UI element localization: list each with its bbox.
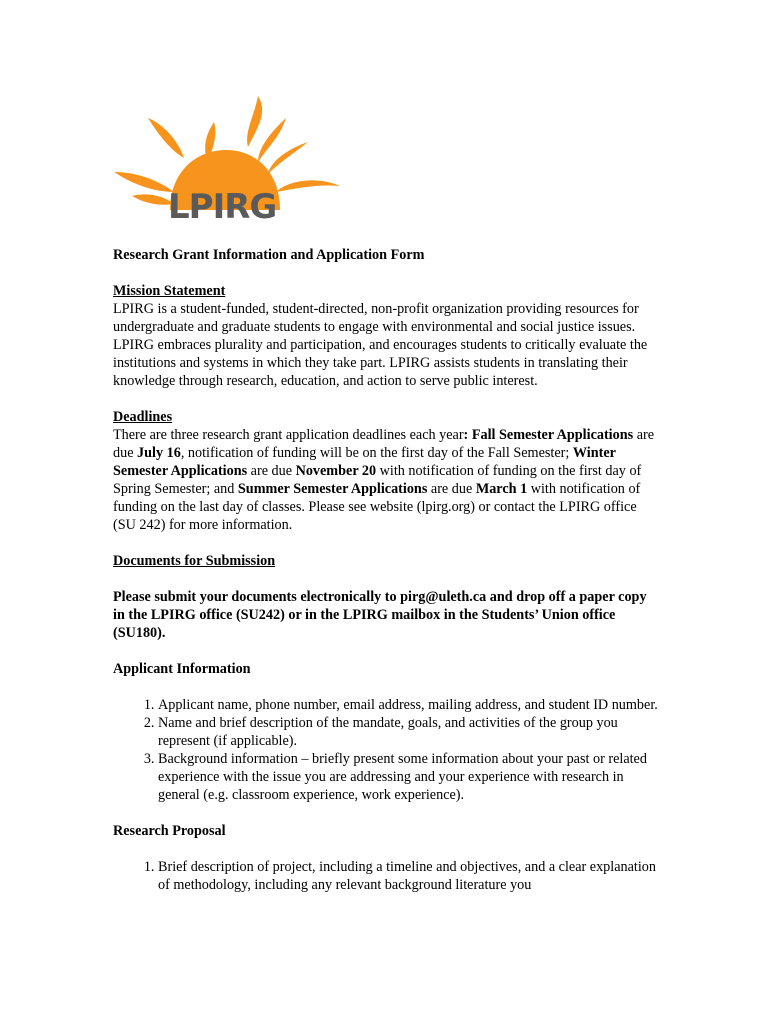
deadlines-bold: July 16 (137, 445, 181, 461)
list-item: 1. Applicant name, phone number, email address, mailing address, and student ID number. (158, 696, 658, 714)
deadlines-text: , notification of funding will be on the first day of the Fall Semester; (180, 445, 573, 461)
deadlines-text: with notification of funding on the first day of Spring Semester; and (113, 463, 642, 497)
list-item: 1. Brief description of project, including a timeline and objectives, and a clear explanation of methodology, including any relevant background literature you (158, 858, 658, 894)
lpirg-logo (108, 92, 348, 228)
applicant-list (113, 696, 658, 804)
documents-heading: Documents for Submission (113, 553, 276, 569)
applicant-heading: Applicant Information (113, 661, 251, 677)
logo-wordmark: LPIRG (168, 187, 277, 227)
deadlines-bold: Winter Semester Applications (113, 445, 616, 479)
document-body (113, 246, 658, 894)
page-title: Research Grant Information and Application Form (113, 247, 425, 263)
deadlines-body (113, 426, 658, 534)
deadlines-text: with notification of funding on the last day of classes. Please see website (lpirg.org) or contact the LPIRG office (SU 242) for more information. (113, 481, 641, 533)
deadlines-bold: : Fall Semester Applications (463, 427, 634, 443)
list-item: 3. Background information – briefly present some information about your past or related experience with the issue you are addressing and your experience with research in general (e.g. classroom experience, work experience). (158, 750, 658, 804)
deadlines-bold: March 1 (475, 481, 528, 497)
documents-instructions: Please submit your documents electronically to pirg@uleth.ca and drop off a paper copy in the LPIRG office (SU242) or in the LPIRG mailbox in the Students’ Union office (SU180). (113, 589, 647, 641)
mission-heading: Mission Statement (113, 283, 226, 299)
deadlines-text: are due (247, 463, 296, 479)
proposal-heading: Research Proposal (113, 823, 226, 839)
proposal-list (113, 858, 658, 894)
list-item: 2. Name and brief description of the mandate, goals, and activities of the group you represent (if applicable). (158, 714, 658, 750)
deadlines-text: are due (427, 481, 476, 497)
sun-logo-icon (108, 92, 348, 228)
deadlines-text: are due (113, 427, 655, 461)
deadlines-bold: November 20 (295, 463, 377, 479)
deadlines-text: There are three research grant application deadlines each year (113, 427, 464, 443)
deadlines-bold: Summer Semester Applications (237, 481, 428, 497)
mission-body: LPIRG is a student-funded, student-directed, non-profit organization providing resources for undergraduate and graduate students to engage with environmental and social justice issues. LPIRG embraces plurality and participation, and encourages students to critically evaluate the institutions and systems in which they take part. LPIRG assists students in translating their knowledge through research, education, and action to serve public interest. (113, 301, 648, 389)
deadlines-heading: Deadlines (113, 409, 173, 425)
